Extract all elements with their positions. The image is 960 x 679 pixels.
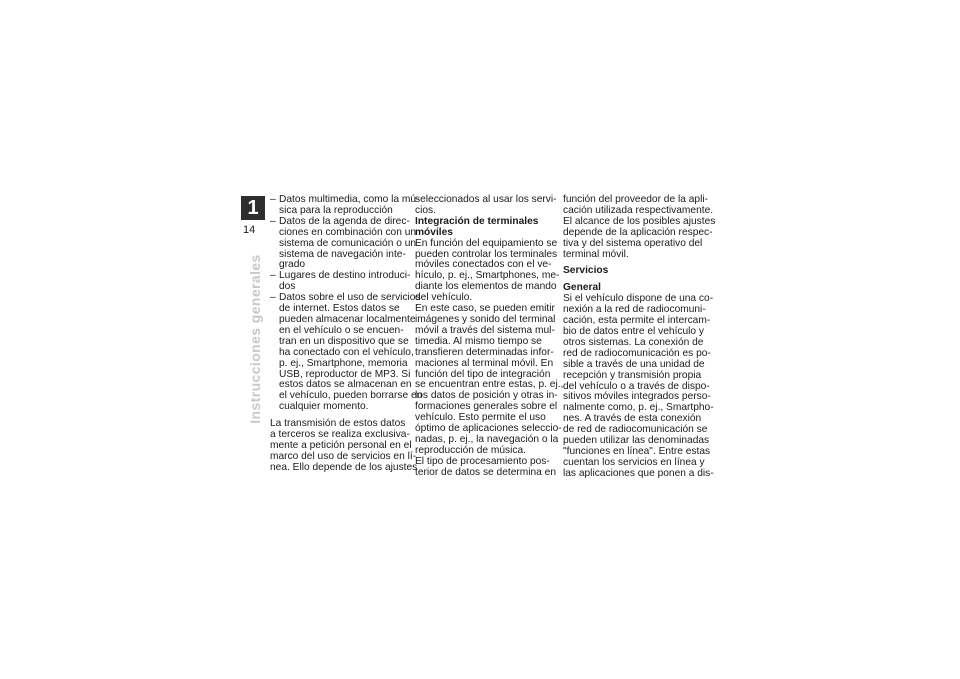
text-line: móviles conectados con el ve- [415,259,552,271]
text-line: diante los elementos de mando [415,281,557,293]
paragraph-equipment [415,237,560,304]
text-line: nadas, p. ej., la navegación o la [415,433,559,445]
text-line: formaciones generales sobre el [415,401,558,413]
text-line: en el vehículo o se encuen- [279,324,404,336]
text-line: cación, esta permite el intercam- [563,315,711,327]
list-item-text [279,271,410,293]
dash-bullet: – [270,194,276,205]
text-line: Datos sobre el uso de servicios [279,292,421,304]
list-item [270,194,420,217]
text-line: a terceros se realiza exclusiva- [270,429,410,441]
text-line: pueden utilizar las denominadas [563,435,710,447]
text-line: mente a petición personal en el [270,439,412,451]
text-line: de red de radiocomunicación se [563,424,708,436]
text-line: nea. Ello depende de los ajustes [270,461,418,473]
heading-services: Servicios [563,265,609,277]
text-line: terior de datos se determina en [415,466,557,478]
heading-mobile-integration [415,217,553,239]
text-line: red de radiocomunicación es po- [563,347,711,359]
text-line: del vehículo. [415,292,473,304]
text-line: timedia. Al mismo tiempo se [415,335,542,347]
text-line: USB, reproductor de MP3. Si [279,368,411,380]
text-line: En función del equipamiento se [415,237,558,249]
text-line: nes. A través de esta conexión [563,413,702,425]
paragraph-network [563,293,714,479]
text-line: otros sistemas. La conexión de [563,336,704,348]
paragraph-transmission [270,418,418,474]
text-line: función del proveedor de la apli- [563,194,708,205]
text-line: "funciones en línea". Entre estas [563,445,711,457]
text-line: Integración de terminales [415,215,539,227]
text-line: El tipo de procesamiento pos- [415,455,550,467]
text-line: seleccionados al usar los servi- [415,194,557,205]
text-line: Datos de la agenda de direc- [279,215,410,227]
chapter-marker [241,196,265,220]
chapter-side-title: Instrucciones generales [247,254,263,424]
text-line: ha conectado con el vehículo, [279,346,414,358]
text-line: En este caso, se pueden emitir [415,303,555,315]
paragraph-continuation [415,194,557,217]
text-line: dos [279,281,296,293]
text-line: móvil a través del sistema mul- [415,324,555,336]
dash-bullet: – [270,292,276,304]
text-line: sistema de comunicación o un [279,237,417,249]
text-line: grado [279,259,306,271]
text-column-3 [563,194,716,480]
text-line: cualquier momento. [279,401,369,413]
dash-bullet: – [270,215,276,227]
text-line: pueden controlar los terminales [415,248,558,260]
text-line: imágenes y sonido del terminal [415,313,556,325]
list-item-text [279,195,419,217]
text-line: estos datos se almacenan en [279,379,412,391]
text-line: el vehículo, pueden borrarse en [279,390,423,402]
text-line: cios. [415,204,436,216]
text-line: cación utilizada respectivamente. [563,204,714,216]
text-line: función del tipo de integración [415,368,551,380]
text-line: Lugares de destino introduci- [279,270,411,282]
text-line: bio de datos entre el vehículo y [563,325,705,337]
paragraph-images-sound [415,303,564,457]
text-line: los datos de posición y otras in- [415,390,558,402]
text-line: sible a través de una unidad de [563,358,705,370]
text-line: óptimo de aplicaciones seleccio- [415,423,562,435]
text-line: recepción y transmisión propia [563,369,702,381]
text-line: transfieren determinadas infor- [415,346,554,358]
list-item-text [279,217,416,272]
text-line: marco del uso de servicios en lí- [270,450,417,462]
text-line: nalmente como, p. ej., Smartpho- [563,402,714,414]
paragraph-processing [415,455,557,479]
text-line: ciones en combinación con un [279,226,417,238]
heading-general: General [563,282,601,294]
text-line: p. ej., Smartphone, memoria [279,357,408,369]
list-item-text [279,293,422,413]
text-line: sistema de navegación inte- [279,248,406,260]
text-line: terminal móvil. [563,248,629,260]
text-line: maciones al terminal móvil. En [415,357,554,369]
text-line: tiva y del sistema operativo del [563,237,703,249]
text-line: cuentan los servicios en línea y [563,456,705,468]
text-line: de internet. Estos datos se [279,303,400,315]
text-line: tran en un dispositivo que se [279,335,409,347]
chapter-number: 1 [247,197,259,219]
text-line: del vehículo o a través de dispo- [563,380,710,392]
text-line: depende de la aplicación respec- [563,226,713,238]
page-number: 14 [243,224,256,236]
text-line: móviles [415,226,453,238]
text-line: La transmisión de estos datos [270,418,406,430]
paragraph-provider [563,194,716,260]
text-line: se encuentran entre estas, p. ej., [415,379,564,391]
text-line: reproducción de música. [415,444,526,456]
text-line: vehículo. Esto permite el uso [415,412,546,424]
text-line: sitivos móviles integrados perso- [563,391,711,403]
text-line: nexión a la red de radiocomuni- [563,304,706,316]
text-column-1 [270,194,423,474]
text-line: pueden almacenar localmente [279,313,416,325]
list-item [270,270,411,293]
text-line: Si el vehículo dispone de una co- [563,293,714,305]
list-item [270,215,417,272]
text-column-2 [415,194,564,479]
bullet-list [270,194,423,413]
text-line: Datos multimedia, como la mú- [279,194,420,205]
text-line: El alcance de los posibles ajustes [563,215,716,227]
text-line: hículo, p. ej., Smartphones, me- [415,270,560,282]
dash-bullet: – [270,270,276,282]
text-line: las aplicaciones que ponen a dis- [563,467,714,479]
text-line: sica para la reproducción [279,204,393,216]
list-item [270,292,423,413]
